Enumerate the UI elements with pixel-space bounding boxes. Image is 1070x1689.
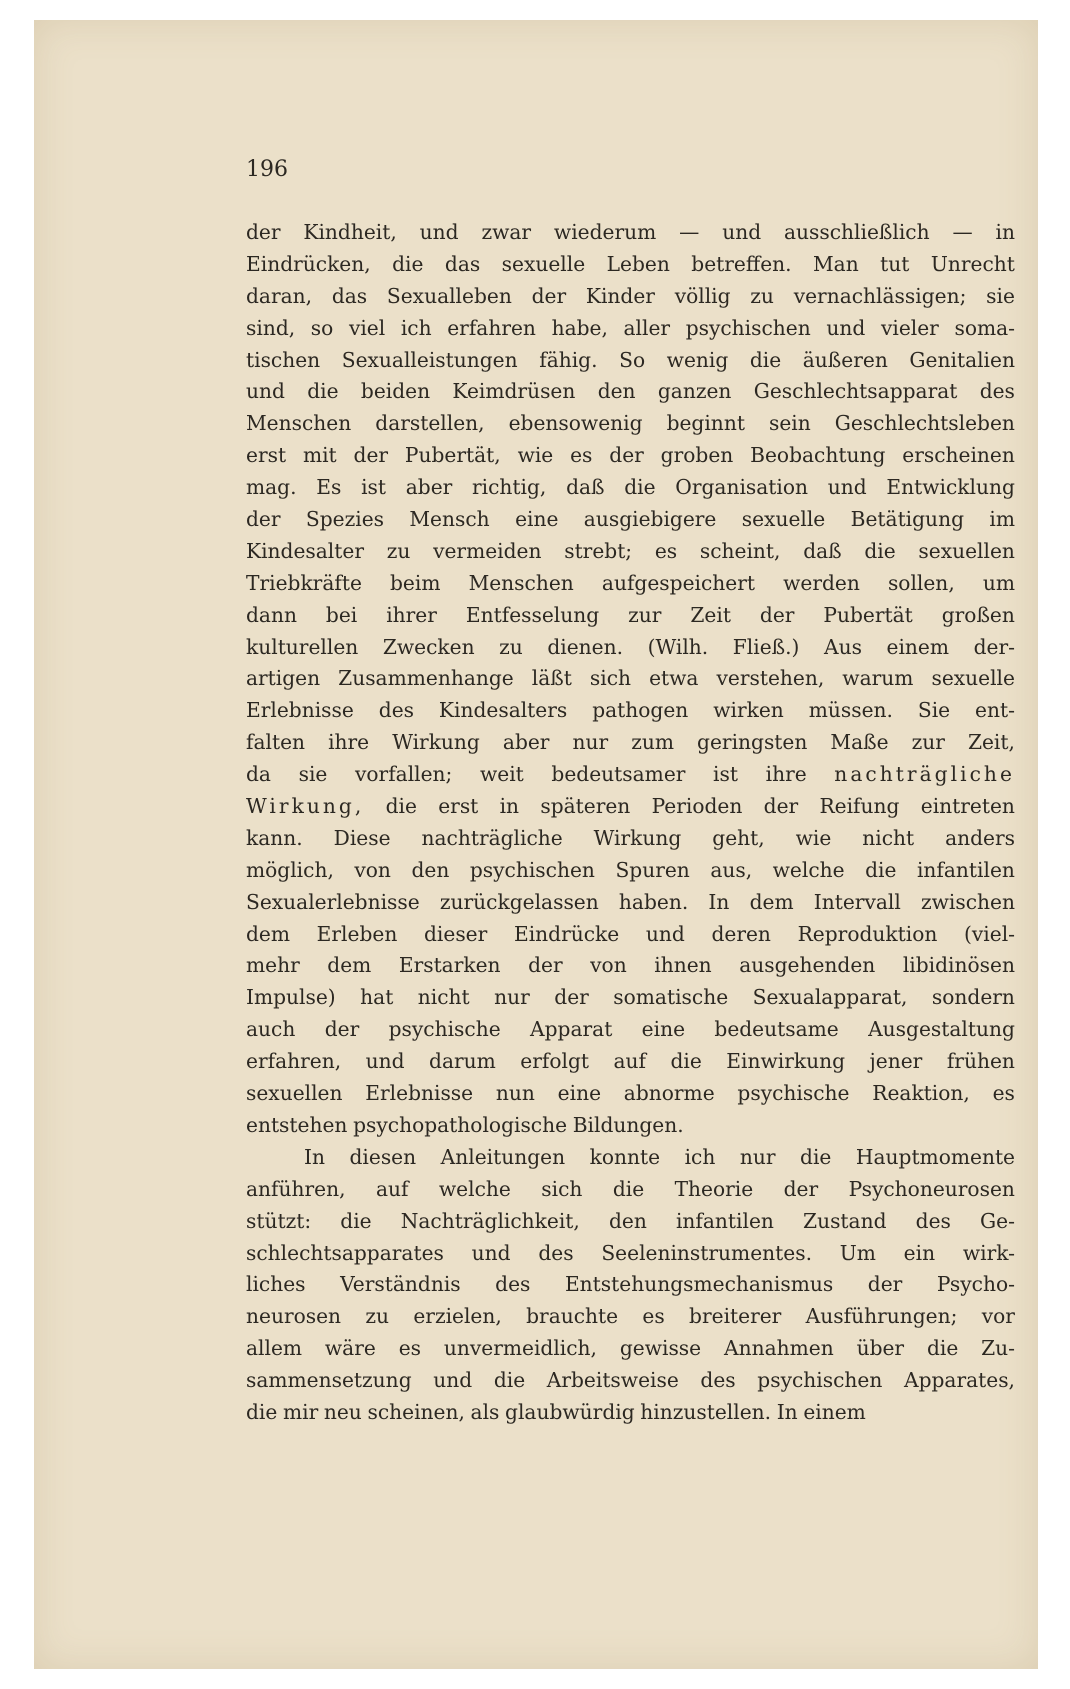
text-line: kann. Diese nachträgliche Wirkung geht, wie nicht anders [246, 825, 1015, 850]
text-line: Erlebnisse des Kindesalters pathogen wirken müssen. Sie ent- [246, 698, 1015, 723]
text-line: tischen Sexualleistungen fähig. So wenig die äußeren Genitalien [246, 347, 1015, 372]
text-line: die mir neu scheinen, als glaubwürdig hinzustellen. In einem [246, 1399, 866, 1424]
text-line: liches Verständnis des Entstehungsmechanismus der Psycho- [246, 1272, 1015, 1297]
text-line: der Kindheit, und zwar wiederum — und ausschließlich — in [246, 220, 1015, 244]
text-line: daran, das Sexualleben der Kinder völlig zu vernachlässigen; sie [246, 283, 1015, 308]
text-line: sexuellen Erlebnisse nun eine abnorme psychische Reaktion, es [246, 1081, 1015, 1106]
text-line: anführen, auf welche sich die Theorie der Psychoneurosen [246, 1176, 1015, 1201]
text-line: In diesen Anleitungen konnte ich nur die Hauptmomente [304, 1144, 1015, 1169]
text-line: möglich, von den psychischen Spuren aus, welche die infantilen [246, 857, 1015, 882]
text-line: Menschen darstellen, ebensowenig beginnt sein Geschlechtsleben [246, 411, 1015, 436]
text-line: Kindesalter zu vermeiden strebt; es scheint, daß die sexuellen [246, 538, 1015, 563]
text-line: mag. Es ist aber richtig, daß die Organisation und Entwicklung [246, 475, 1015, 500]
text-line: Sexualerlebnisse zurückgelassen haben. In dem Intervall zwischen [246, 889, 1015, 914]
text-line: sind, so viel ich erfahren habe, aller psychischen und vieler soma- [246, 315, 1015, 340]
text-line: und die beiden Keimdrüsen den ganzen Geschlechtsapparat des [246, 379, 1015, 404]
text-line: Wirkung, die erst in späteren Perioden der Reifung eintreten [246, 794, 1015, 819]
text-line: dann bei ihrer Entfesselung zur Zeit der Pubertät großen [246, 602, 1015, 627]
text-line: Eindrücken, die das sexuelle Leben betreffen. Man tut Unrecht [246, 251, 1015, 276]
text-line: schlechtsapparates und des Seeleninstrumentes. Um ein wirk- [246, 1240, 1015, 1265]
page-number: 196 [246, 157, 288, 182]
body-text [246, 217, 1015, 1429]
text-line: erst mit der Pubertät, wie es der groben Beobachtung erscheinen [246, 443, 1015, 468]
text-line: stützt: die Nachträglichkeit, den infantilen Zustand des Ge- [246, 1208, 1015, 1233]
text-line: der Spezies Mensch eine ausgiebigere sexuelle Betätigung im [246, 507, 1015, 532]
text-line: falten ihre Wirkung aber nur zum geringsten Maße zur Zeit, [246, 730, 1015, 755]
text-line: auch der psychische Apparat eine bedeutsame Ausgestaltung [246, 1017, 1015, 1042]
text-line: entstehen psychopathologische Bildungen. [246, 1112, 684, 1137]
text-line: Triebkräfte beim Menschen aufgespeichert werden sollen, um [246, 570, 1015, 595]
text-line: dem Erleben dieser Eindrücke und deren Reproduktion (viel- [246, 921, 1015, 946]
text-line: Impulse) hat nicht nur der somatische Sexualapparat, sondern [246, 985, 1015, 1010]
text-line: allem wäre es unvermeidlich, gewisse Annahmen über die Zu- [246, 1336, 1015, 1361]
text-line: artigen Zusammenhange läßt sich etwa verstehen, warum sexuelle [246, 666, 1015, 691]
text-line: da sie vorfallen; weit bedeutsamer ist ihre nachträgliche [246, 762, 1015, 787]
text-line: mehr dem Erstarken der von ihnen ausgehenden libidinösen [246, 953, 1015, 978]
text-line: erfahren, und darum erfolgt auf die Einwirkung jener frühen [246, 1049, 1015, 1074]
text-line: kulturellen Zwecken zu dienen. (Wilh. Fließ.) Aus einem der- [246, 634, 1015, 659]
text-line: neurosen zu erzielen, brauchte es breiterer Ausführungen; vor [246, 1304, 1015, 1329]
scanned-page [34, 20, 1038, 1669]
text-line: sammensetzung und die Arbeitsweise des psychischen Apparates, [246, 1368, 1015, 1393]
